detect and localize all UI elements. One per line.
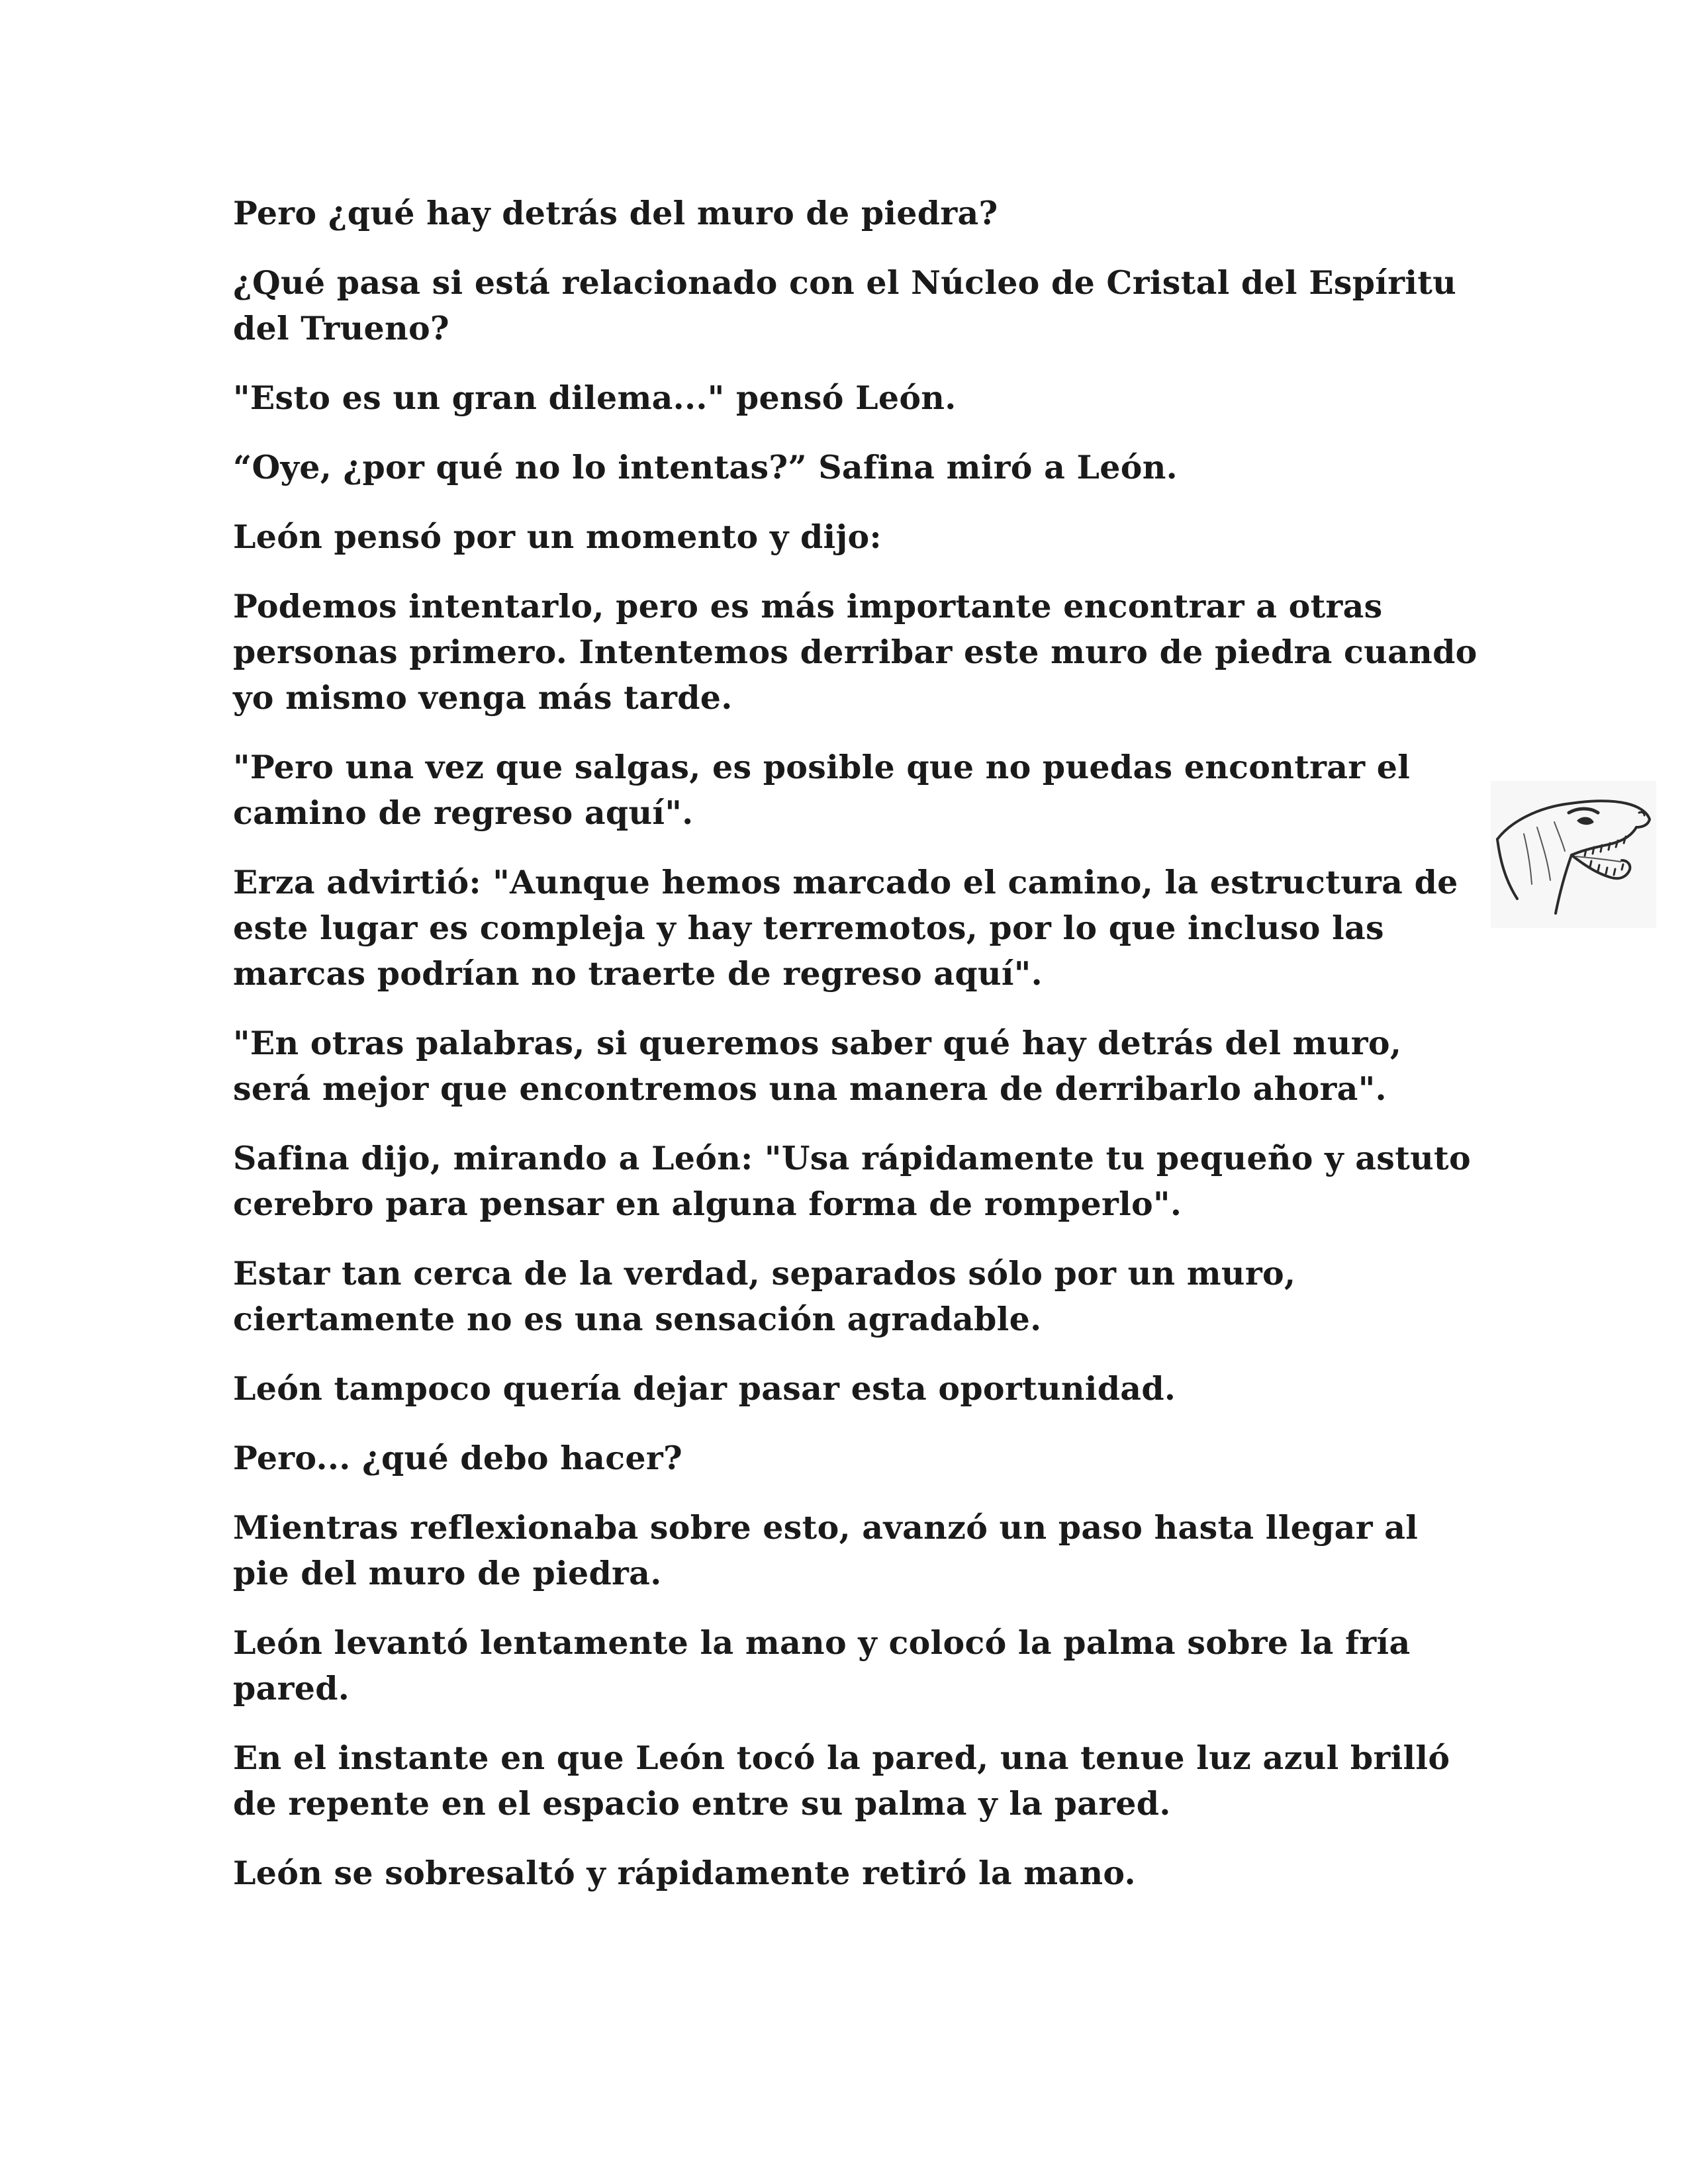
paragraph: Erza advirtió: "Aunque hemos marcado el camino, la estructura de este lugar es compleja y hay terremotos, por lo que incluso las marcas podrían no traerte de regreso aquí". (233, 863, 1458, 993)
paragraph: Mientras reflexionaba sobre esto, avanzó un paso hasta llegar al pie del muro de piedra. (233, 1508, 1419, 1592)
paragraph: Pero ¿qué hay detrás del muro de piedra? (233, 194, 998, 232)
paragraph: León levantó lentamente la mano y colocó la palma sobre la fría pared. (233, 1623, 1411, 1707)
dinosaur-head-sketch-icon (1491, 781, 1656, 928)
paragraph: Safina dijo, mirando a León: "Usa rápidamente tu pequeño y astuto cerebro para pensar en alguna forma de romperlo". (233, 1139, 1471, 1223)
paragraph: "Esto es un gran dilema..." pensó León. (233, 379, 957, 417)
paragraph: Podemos intentarlo, pero es más importante encontrar a otras personas primero. Intentemos derribar este muro de piedra cuando yo mismo venga más tarde. (233, 587, 1477, 717)
paragraph: León pensó por un momento y dijo: (233, 518, 882, 556)
paragraph: ¿Qué pasa si está relacionado con el Núcleo de Cristal del Espíritu del Trueno? (233, 263, 1457, 347)
paragraph: Pero... ¿qué debo hacer? (233, 1439, 682, 1477)
paragraph: Estar tan cerca de la verdad, separados sólo por un muro, ciertamente no es una sensación agradable. (233, 1254, 1296, 1338)
paragraph: En el instante en que León tocó la pared, una tenue luz azul brilló de repente en el espacio entre su palma y la pared. (233, 1739, 1450, 1823)
paragraph: León se sobresaltó y rápidamente retiró la mano. (233, 1854, 1136, 1892)
paragraph: “Oye, ¿por qué no lo intentas?” Safina miró a León. (233, 448, 1178, 486)
story-text (233, 191, 1477, 1920)
paragraph: León tampoco quería dejar pasar esta oportunidad. (233, 1369, 1176, 1408)
paragraph: "Pero una vez que salgas, es posible que no puedas encontrar el camino de regreso aquí". (233, 748, 1411, 832)
paragraph: "En otras palabras, si queremos saber qué hay detrás del muro, será mejor que encontremos una manera de derribarlo ahora". (233, 1024, 1402, 1108)
